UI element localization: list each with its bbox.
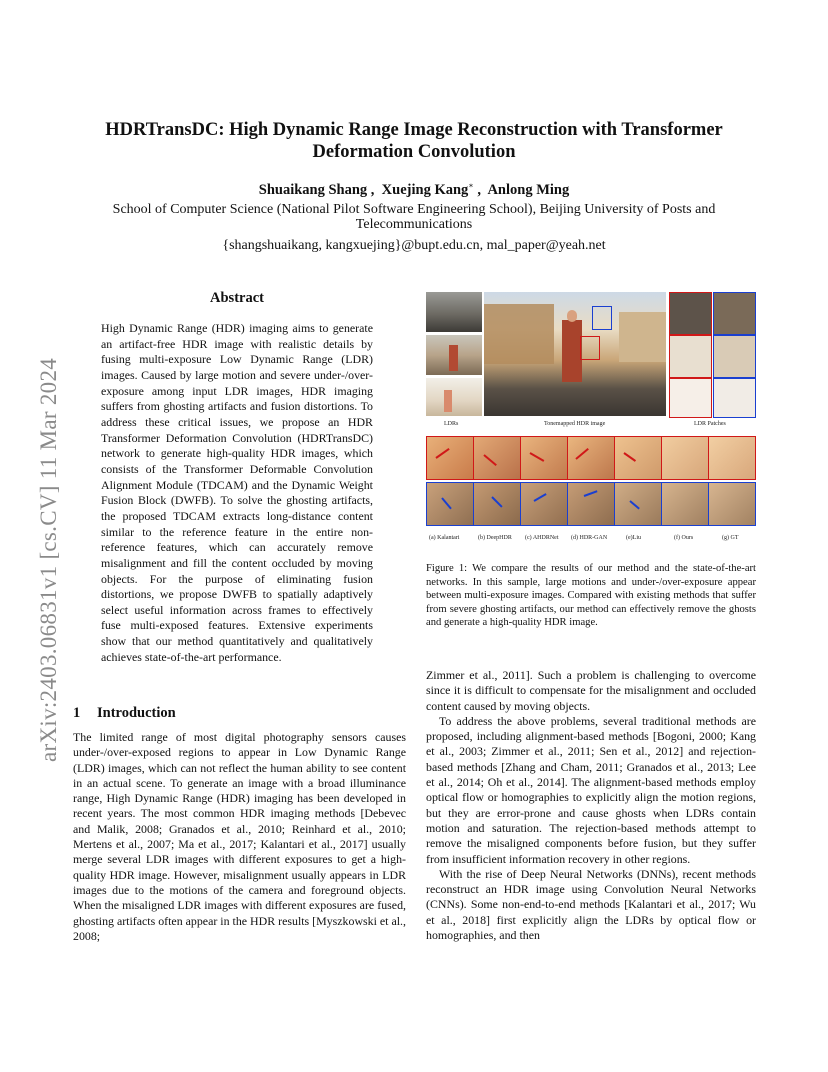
figure-label-patches: LDR Patches [694, 421, 726, 427]
method-label: (f) Ours [674, 535, 694, 541]
ldr-patch [669, 378, 712, 418]
abstract-heading: Abstract [210, 290, 264, 306]
result-patch-red [661, 436, 709, 480]
method-label: (b) DeepHDR [478, 535, 512, 541]
author-list: Shuaikang Shang , Xuejing Kang∗ , Anlong Ming [258, 181, 570, 198]
author-name: Shuaikang Shang [258, 181, 368, 198]
ldr-image-1 [426, 292, 482, 332]
paragraph: The limited range of most digital photography sensors causes under-/over-exposed regions to appear in Low Dynamic Range (LDR) images, which can not reflect the human ability to see content in an actual scene. To generate an image with a broad illuminance range, High Dynamic Range (HDR) imaging has been developed in recent years. The most common HDR imaging methods [Debevec and Malik, 2008; Granados et al., 2010; Reinhard et al., 2010; Mertens et al., 2007; Ma et al., 2017; Kalantari et al., 2017] usually merge several LDR images with different exposures to get a high-quality HDR image. However, misalignment usually appears in LDR images due to the motions of the camera and foreground objects. When the misaligned LDR images with different exposures are fused, ghosting artifacts often appear in the HDR results [Myszkowski et al., 2008; [73, 730, 406, 943]
author-name: Xuejing Kang [381, 181, 469, 198]
figure-label-ldrs: LDRs [444, 421, 459, 427]
paper-title: HDRTransDC: High Dynamic Range Image Reconstruction with Transformer Deformation Convolution [105, 120, 723, 162]
result-patch-blue [426, 482, 474, 526]
result-patch-red [426, 436, 474, 480]
arxiv-stamp [16, 272, 61, 762]
ldr-patch [669, 292, 712, 335]
result-patch-red [614, 436, 662, 480]
figure-label-tonemapped: Tonemapped HDR image [544, 421, 606, 427]
result-patch-blue [520, 482, 568, 526]
ldr-image-2 [426, 335, 482, 375]
result-patch-red [520, 436, 568, 480]
ldr-patch [713, 335, 756, 378]
email-line: {shangshuaikang, kangxuejing}@bupt.edu.cn, mal_paper@yeah.net [222, 238, 606, 253]
method-label: (g) GT [722, 535, 739, 541]
author-name: Anlong Ming [487, 181, 570, 198]
ldr-patch [669, 335, 712, 378]
section-number: 1 [73, 705, 81, 721]
result-patch-blue [708, 482, 756, 526]
author-mark: ∗ [468, 181, 474, 190]
ldr-image-3 [426, 378, 482, 416]
figure-1 [426, 292, 756, 548]
result-patch-red [473, 436, 521, 480]
paragraph: With the rise of Deep Neural Networks (DNNs), recent methods reconstruct an HDR image using Convolution Neural Networks (CNNs). Some non-end-to-end methods [Kalantari et al., 2017; Wu et al., 2018] first explicitly align the LDRs by optical flow or homographies, and then [426, 866, 756, 943]
method-label: (a) Kalantari [429, 535, 460, 541]
right-column-body [426, 668, 756, 943]
abstract-text: High Dynamic Range (HDR) imaging aims to generate an artifact-free HDR image with realistic details by fusing multi-exposure Low Dynamic Range (LDR) images. Caused by large motion and severe under-/over-exposure among input LDR images, HDR imaging suffers from ghosting artifacts and fusion distortions. To address these critical issues, we propose an HDR Transformer Deformation Convolution (HDRTransDC) network to generate high-quality HDR images, which consists of the Transformer Deformable Convolution Alignment Module (TDCAM) and the Dynamic Weight Fusion Block (DWFB). To solve the ghosting artifacts, the proposed TDCAM extracts long-distance content similar to the reference feature in the entire non-reference features, which can accurately remove misalignment and fill the content occluded by moving objects. For the purpose of eliminating fusion distortions, we propose DWFB to spatially adaptively select useful information across frames to effectively fuse multi-exposed features. Extensive experiments show that our method quantitatively and qualitatively achieves state-of-the-art performance. [101, 321, 373, 664]
figure-caption: Figure 1: We compare the results of our method and the state-of-the-art networks. In this sample, large motions and under-/over-exposure appear between multi-exposure images. Compared with existing methods that suffer from severe ghosting artifacts, our method can effectively remove the ghosts and generate a high-quality HDR image. [426, 563, 756, 629]
method-label: (e)Liu [626, 535, 641, 541]
ldr-patch [713, 292, 756, 335]
result-patch-blue [567, 482, 615, 526]
result-patch-blue [614, 482, 662, 526]
method-label: (c) AHDRNet [525, 535, 559, 541]
left-column-body [73, 730, 406, 944]
paragraph: To address the above problems, several traditional methods are proposed, including alignment-based methods [Bogoni, 2000; Kang et al., 2003; Zimmer et al., 2011; Sen et al., 2012] and rejection-based methods [Zhang and Cham, 2011; Granados et al., 2013; Lee et al., 2014; Oh et al., 2014]. The alignment-based methods employ optical flow or homographies to explicitly align the motion regions, but they are error-prone and cause ghosts when LDRs contain motion and saturation. The rejection-based methods attempt to remove the misaligned components before fusion, but they suffer from insufficient information recovery in other regions. [426, 713, 756, 866]
method-label: (d) HDR-GAN [571, 535, 608, 541]
section-title: Introduction [97, 705, 176, 721]
arxiv-stamp-text: arXiv:2403.06831v1 [cs.CV] 11 Mar 2024 [36, 357, 61, 762]
result-patch-red [708, 436, 756, 480]
affiliation: School of Computer Science (National Pilot Software Engineering School), Beijing University of Posts and Telecommunications [112, 202, 716, 232]
section-heading [73, 705, 176, 722]
result-patch-blue [661, 482, 709, 526]
tonemapped-hdr-image [484, 292, 666, 416]
paragraph: Zimmer et al., 2011]. Such a problem is challenging to overcome since it is difficult to compensate for the misalignment and occluded content caused by moving objects. [426, 668, 756, 713]
ldr-patch [713, 378, 756, 418]
